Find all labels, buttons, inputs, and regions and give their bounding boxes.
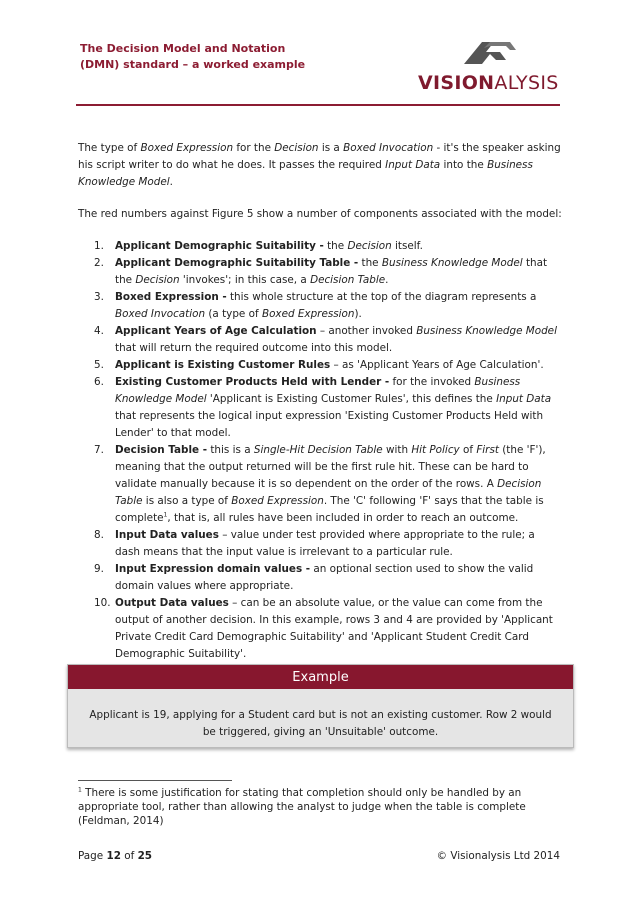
item-heading: Applicant is Existing Customer Rules (115, 359, 331, 371)
example-box (67, 664, 574, 748)
item-heading: Boxed Expression - (115, 291, 227, 303)
text-run: . (385, 274, 389, 286)
footnote-marker: 1 (78, 786, 82, 794)
page-prefix: Page (78, 850, 107, 862)
text-run: that the (115, 257, 548, 286)
text-run: 'invokes'; in this case, a (179, 274, 311, 286)
text-run: The type of (78, 142, 141, 154)
page-number (78, 850, 152, 862)
emphasis-text: Business Knowledge Model (416, 325, 557, 337)
list-item (78, 561, 562, 595)
chevron-logo-icon (460, 38, 516, 70)
emphasis-text: Single-Hit Decision Table (253, 444, 383, 456)
text-run: of (459, 444, 477, 456)
item-heading: Applicant Years of Age Calculation (115, 325, 317, 337)
copyright: © Visionalysis Ltd 2014 (436, 850, 560, 862)
list-item (78, 323, 562, 357)
company-logo (418, 38, 563, 98)
page-current: 12 (106, 850, 121, 862)
text-run: itself. (391, 240, 423, 252)
emphasis-text: Decision (274, 142, 319, 154)
item-heading: Output Data values (115, 597, 229, 609)
text-run: – value under test provided where appropriate to the rule; a dash means that the input value is irrelevant to a particular rule. (115, 529, 535, 558)
footnote-ref: 1 (163, 511, 168, 519)
list-item-number: 5. (94, 359, 104, 371)
list-item-number: 1. (94, 240, 104, 252)
header-divider (76, 104, 560, 106)
text-run: – can be an absolute value, or the value can come from the output of another decision. In this example, rows 3 and 4 are provided by 'Applicant Private Credit Card Demographic Suitability' and 'Applicant Student Credit Card Demographic Suitability'. (115, 597, 553, 660)
text-run: is also a type of (142, 495, 232, 507)
text-run: with (382, 444, 412, 456)
list-item (78, 357, 562, 374)
text-run: 'Applicant is Existing Customer Rules', this defines the (206, 393, 497, 405)
page-total: 25 (137, 850, 153, 862)
list-item (78, 289, 562, 323)
footnote-text: There is some justification for stating that completion should only be handled by an appropriate tool, rather than allowing the analyst to judge when the table is complete (Feldman, 2014) (78, 787, 526, 827)
text-run: (the 'F'), meaning that the output returned will be the first rule hit. These can be hard to validate manually because it is so dependent on the order of the rows. A (115, 444, 546, 490)
text-run: that represents the logical input expression 'Existing Customer Products Held with Lender' to that model. (115, 410, 544, 439)
list-item (78, 374, 562, 442)
text-run: the (323, 240, 348, 252)
logo-wordmark (418, 72, 559, 94)
footnote (78, 786, 562, 828)
list-item-number: 8. (94, 529, 104, 541)
footnote-divider (78, 780, 232, 781)
item-heading: Decision Table - (115, 444, 208, 456)
text-run: is a (318, 142, 344, 154)
emphasis-text: Business Knowledge Model (115, 376, 521, 405)
text-run: that will return the required outcome into this model. (115, 342, 393, 354)
emphasis-text: Decision Table (115, 478, 542, 507)
list-item (78, 238, 562, 255)
text-run: this is a (207, 444, 254, 456)
item-heading: Existing Customer Products Held with Lender - (115, 376, 390, 388)
item-heading: Applicant Demographic Suitability - (115, 240, 324, 252)
components-list (78, 238, 562, 663)
emphasis-text: Boxed Expression (231, 495, 324, 507)
list-item (78, 255, 562, 289)
emphasis-text: Boxed Expression (140, 142, 234, 154)
list-item-number: 6. (94, 376, 104, 388)
list-item-number: 7. (94, 444, 104, 456)
text-run: the (358, 257, 382, 269)
text-run: an optional section used to show the valid domain values where appropriate. (115, 563, 534, 592)
text-run: . The 'C' following 'F' says that the table is complete (115, 495, 544, 524)
text-run: for the invoked (389, 376, 475, 388)
example-title: Example (68, 665, 573, 689)
list-item-number: 10. (94, 597, 111, 609)
text-run: into the (440, 159, 488, 171)
text-run: ). (354, 308, 362, 320)
emphasis-text: Boxed Expression (261, 308, 355, 320)
page-of: of (120, 850, 138, 862)
list-item-number: 4. (94, 325, 104, 337)
text-run: - it's the speaker asking his script writer to do what he does. It passes the required (78, 142, 561, 171)
document-title-line1: The Decision Model and Notation (80, 42, 286, 55)
text-run: , that is, all rules have been included in order to reach an outcome. (167, 512, 519, 524)
components-paragraph: The red numbers against Figure 5 show a number of components associated with the model: (78, 208, 562, 220)
emphasis-text: Decision (135, 274, 180, 286)
intro-paragraph (78, 140, 562, 191)
list-item (78, 527, 562, 561)
emphasis-text: First (476, 444, 499, 456)
text-run: this whole structure at the top of the diagram represents a (226, 291, 537, 303)
logo-wordmark-light: ALYSIS (494, 72, 559, 94)
emphasis-text: Decision Table (310, 274, 386, 286)
text-run: – as 'Applicant Years of Age Calculation'. (330, 359, 544, 371)
emphasis-text: Hit Policy (411, 444, 460, 456)
main-content (78, 140, 562, 663)
item-heading: Applicant Demographic Suitability Table - (115, 257, 359, 269)
emphasis-text: Boxed Invocation (115, 308, 206, 320)
text-run: . (169, 176, 173, 188)
document-title (80, 41, 340, 73)
list-item-number: 2. (94, 257, 104, 269)
emphasis-text: Business Knowledge Model (381, 257, 523, 269)
text-run: for the (233, 142, 275, 154)
list-item (78, 442, 562, 527)
example-text: Applicant is 19, applying for a Student card but is not an existing customer. Row 2 would be triggered, giving an 'Unsuitable' outcome. (89, 709, 552, 738)
emphasis-text: Input Data (385, 159, 441, 171)
logo-wordmark-bold: VISION (418, 72, 495, 94)
list-item (78, 595, 562, 663)
text-run: (a type of (205, 308, 262, 320)
text-run: – another invoked (316, 325, 417, 337)
emphasis-text: Business Knowledge Model (78, 159, 533, 188)
list-item-number: 3. (94, 291, 104, 303)
emphasis-text: Boxed Invocation (343, 142, 434, 154)
item-heading: Input Data values (115, 529, 219, 541)
item-heading: Input Expression domain values - (115, 563, 311, 575)
document-title-line2: (DMN) standard – a worked example (80, 58, 306, 71)
emphasis-text: Input Data (496, 393, 552, 405)
list-item-number: 9. (94, 563, 104, 575)
emphasis-text: Decision (347, 240, 392, 252)
